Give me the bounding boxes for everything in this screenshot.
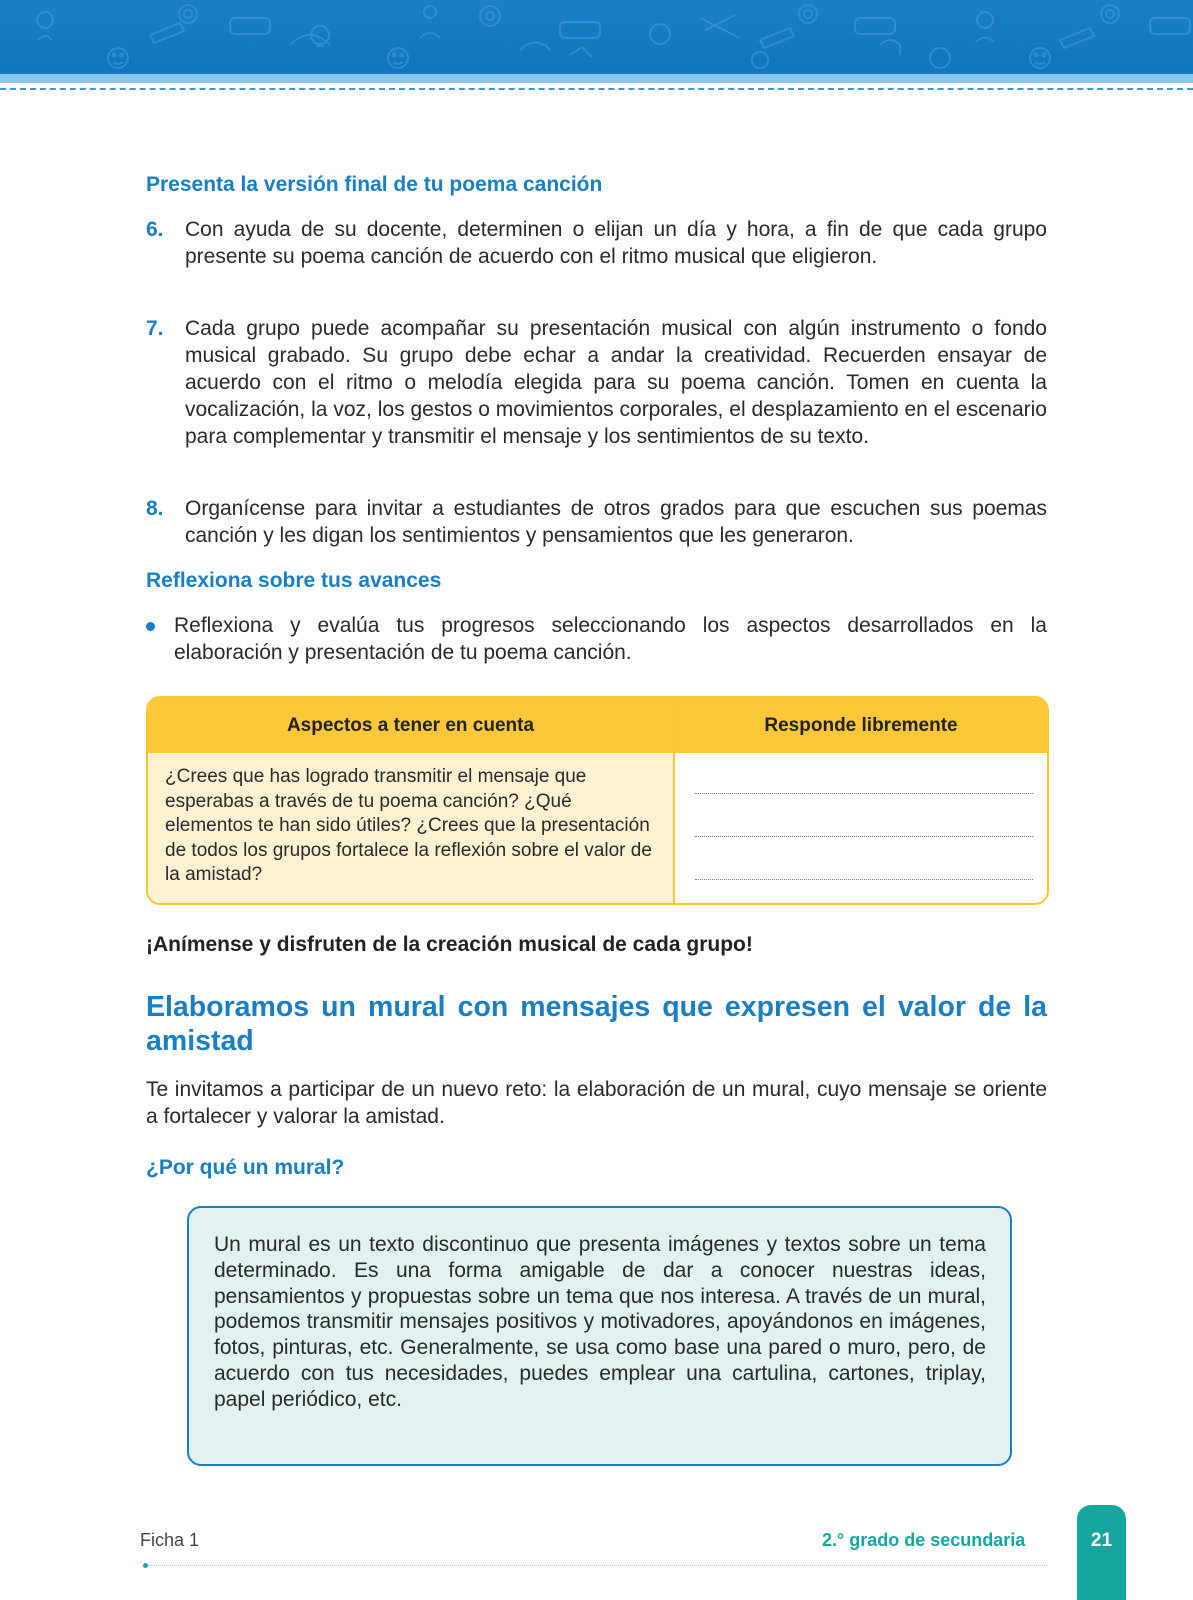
table-answer-cell[interactable] bbox=[675, 753, 1047, 903]
item-text: Organícense para invitar a estudiantes de otros grados para que escuchen sus poemas canción y les digan los sentimientos y pensamientos que les generaron. bbox=[185, 497, 1047, 547]
header-banner bbox=[0, 0, 1193, 74]
doodle-pattern bbox=[0, 0, 1193, 74]
reflection-table bbox=[146, 696, 1049, 905]
table-header-respond: Responde libremente bbox=[675, 698, 1047, 753]
subtitle-reflect: Reflexiona sobre tus avances bbox=[146, 569, 442, 592]
item-text: Cada grupo puede acompañar su presentación musical con algún instrumento o fondo musical grabado. Su grupo debe echar a andar la creatividad. Recuerden ensayar de acuerdo con el ritmo o melodía elegida para su poema canción. Tomen en cuenta la vocalización, la voz, los gestos o movimientos corporales, el desplazamiento en el escenario para complementar y transmitir el mensaje y los sentimientos de su texto. bbox=[185, 317, 1047, 448]
list-item-8 bbox=[146, 495, 1047, 549]
footer-unit: Ficha 1 bbox=[140, 1530, 200, 1550]
list-item-6 bbox=[146, 216, 1047, 270]
bullet-icon bbox=[146, 622, 155, 631]
bullet-item bbox=[146, 612, 1047, 666]
page-number-tab bbox=[1077, 1505, 1126, 1600]
item-number: 7. bbox=[146, 317, 164, 340]
encouragement-text: ¡Anímense y disfruten de la creación musical de cada grupo! bbox=[146, 933, 753, 956]
intro-paragraph: Te invitamos a participar de un nuevo reto: la elaboración de un mural, cuyo mensaje se oriente a fortalecer y valorar la amistad. bbox=[146, 1078, 1047, 1128]
bullet-text: Reflexiona y evalúa tus progresos seleccionando los aspectos desarrollados en la elaboración y presentación de tu poema canción. bbox=[174, 614, 1047, 664]
section-title-mural: Elaboramos un mural con mensajes que expresen el valor de la amistad bbox=[146, 991, 1047, 1057]
table-header-aspects: Aspectos a tener en cuenta bbox=[148, 698, 673, 753]
item-number: 8. bbox=[146, 497, 164, 520]
mural-definition-box: Un mural es un texto discontinuo que presenta imágenes y textos sobre un tema determinado. Es una forma amigable de dar a conocer nuestras ideas, pensamientos y propuestas sobre un tema que nos interesa. A través de un mural, podemos transmitir mensajes positivos y motivadores, apoyándonos en imágenes, fotos, pinturas, etc. Generalmente, se usa como base una pared o muro, pero, de acuerdo con tus necesidades, puedes emplear una cartulina, cartones, triplay, papel periódico, etc. bbox=[187, 1206, 1012, 1466]
footer-grade: 2.° grado de secundaria bbox=[822, 1530, 1026, 1550]
subtitle-why-mural: ¿Por qué un mural? bbox=[146, 1156, 345, 1179]
item-number: 6. bbox=[146, 218, 164, 241]
item-text: Con ayuda de su docente, determinen o elijan un día y hora, a fin de que cada grupo presente su poema canción de acuerdo con el ritmo musical que eligieron. bbox=[185, 218, 1047, 268]
answer-line[interactable] bbox=[695, 836, 1033, 837]
list-item-7 bbox=[146, 315, 1047, 450]
table-question-cell: ¿Crees que has logrado transmitir el mensaje que esperabas a través de tu poema canción? ¿Qué elementos te han sido útiles? ¿Crees que la presentación de todos los grupos fortalece la reflexión sobre el valor de la amistad? bbox=[148, 753, 673, 903]
footer-rule bbox=[146, 1565, 1047, 1566]
answer-line[interactable] bbox=[695, 879, 1033, 880]
page-number: 21 bbox=[1090, 1530, 1113, 1551]
footer-dot-icon bbox=[143, 1563, 148, 1568]
header-dashed-rule bbox=[0, 88, 1193, 90]
answer-line[interactable] bbox=[695, 793, 1033, 794]
header-stripe bbox=[0, 74, 1193, 83]
subtitle-present-final: Presenta la versión final de tu poema canción bbox=[146, 173, 603, 196]
